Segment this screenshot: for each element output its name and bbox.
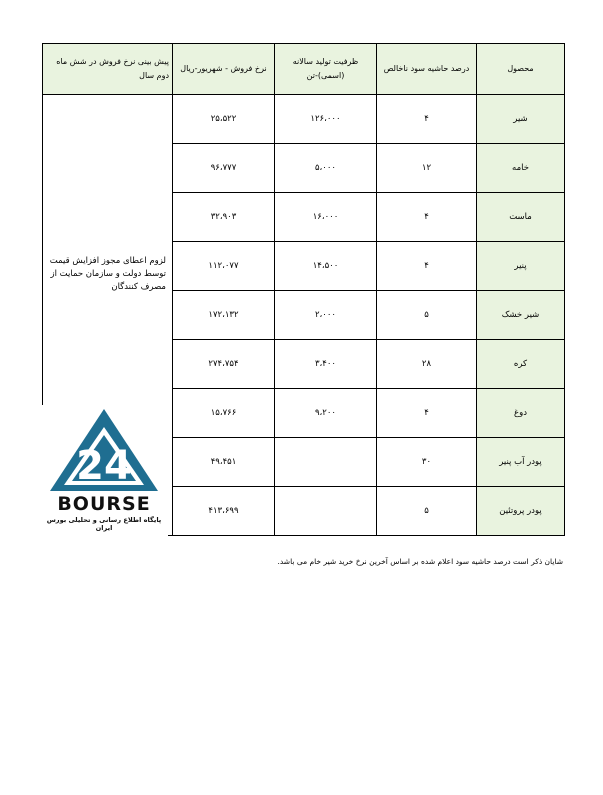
logo-tagline: پایگاه اطلاع رسانی و تحلیلی بورس ایران xyxy=(46,516,162,532)
cell-price: ۴۹،۴۵۱ xyxy=(173,438,275,487)
cell-price: ۱۵،۷۶۶ xyxy=(173,389,275,438)
cell-capacity xyxy=(275,438,377,487)
header-product: محصول xyxy=(477,44,565,95)
cell-margin: ۴ xyxy=(377,242,477,291)
cell-product: شیر xyxy=(477,95,565,144)
header-price: نرخ فروش - شهریور-ریال xyxy=(173,44,275,95)
cell-price: ۹۶،۷۷۷ xyxy=(173,144,275,193)
header-capacity: ظرفیت تولید سالانه (اسمی)-تن xyxy=(275,44,377,95)
cell-capacity: ۱۴،۵۰۰ xyxy=(275,242,377,291)
cell-price: ۱۱۲،۰۷۷ xyxy=(173,242,275,291)
cell-price: ۲۷۴،۷۵۴ xyxy=(173,340,275,389)
header-forecast: پیش بینی نرخ فروش در شش ماه دوم سال xyxy=(43,44,173,95)
cell-product: پودر آب پنیر xyxy=(477,438,565,487)
logo-numerals: 24 xyxy=(76,443,132,489)
forecast-note: لزوم اعطای مجوز افزایش قیمت توسط دولت و سازمان حمایت از مصرف کنندگان xyxy=(49,256,166,292)
cell-margin: ۴ xyxy=(377,389,477,438)
cell-capacity: ۱۶،۰۰۰ xyxy=(275,193,377,242)
cell-margin: ۳۰ xyxy=(377,438,477,487)
table-header-row xyxy=(43,44,565,95)
cell-margin: ۲۸ xyxy=(377,340,477,389)
table-row xyxy=(43,95,565,144)
cell-price: ۴۱۳،۶۹۹ xyxy=(173,487,275,536)
cell-capacity: ۱۲۶،۰۰۰ xyxy=(275,95,377,144)
cell-margin: ۴ xyxy=(377,193,477,242)
bourse24-logo xyxy=(40,405,168,537)
cell-margin: ۵ xyxy=(377,487,477,536)
cell-capacity xyxy=(275,487,377,536)
cell-margin: ۵ xyxy=(377,291,477,340)
cell-product: کره xyxy=(477,340,565,389)
logo-mark-icon xyxy=(40,405,168,495)
cell-capacity: ۹،۲۰۰ xyxy=(275,389,377,438)
cell-price: ۳۲،۹۰۳ xyxy=(173,193,275,242)
cell-product: ماست xyxy=(477,193,565,242)
cell-capacity: ۵،۰۰۰ xyxy=(275,144,377,193)
footnote: شایان ذکر است درصد حاشیه سود اعلام شده بر اساس آخرین نرخ خرید شیر خام می باشد. xyxy=(277,557,563,566)
logo-brand-text: BOURSE xyxy=(57,493,151,515)
cell-margin: ۴ xyxy=(377,95,477,144)
cell-product: پنیر xyxy=(477,242,565,291)
cell-price: ۲۵،۵۲۲ xyxy=(173,95,275,144)
cell-product: دوغ xyxy=(477,389,565,438)
cell-product: پودر پروتئین xyxy=(477,487,565,536)
cell-price: ۱۷۲،۱۳۲ xyxy=(173,291,275,340)
cell-capacity: ۲،۰۰۰ xyxy=(275,291,377,340)
cell-product: شیر خشک xyxy=(477,291,565,340)
header-margin: درصد حاشیه سود ناخالص xyxy=(377,44,477,95)
cell-product: خامه xyxy=(477,144,565,193)
cell-margin: ۱۲ xyxy=(377,144,477,193)
cell-capacity: ۳،۴۰۰ xyxy=(275,340,377,389)
